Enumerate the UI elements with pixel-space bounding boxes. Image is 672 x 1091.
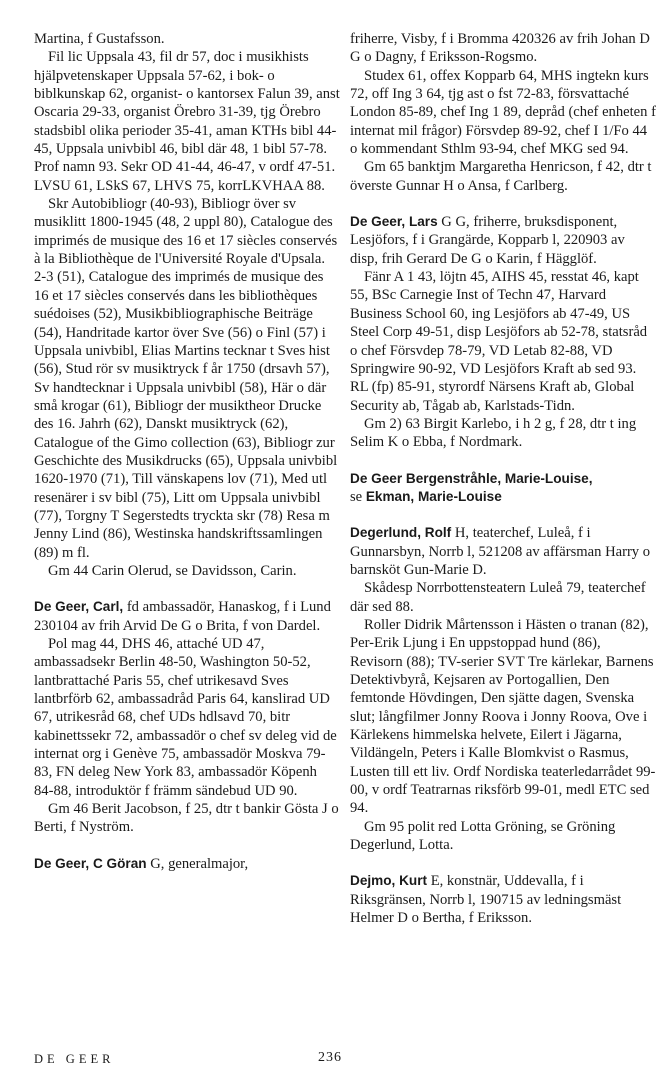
entry-headword: De Geer, C Göran bbox=[34, 855, 147, 871]
entry-intro bbox=[34, 855, 340, 873]
left-column bbox=[34, 30, 340, 873]
entry-marriage-paragraph: Gm 44 Carin Olerud, se Davidsson, Carin. bbox=[48, 562, 297, 579]
entry-career-paragraph: Studex 61, offex Kopparb 64, MHS ingtekn kurs 72, off Ing 3 64, tjg ast o fst 72-83, försvattaché London 85-89, chef Ing 1 89, depråd (chef enheten f internat mil frågor) Försvdep 89-92, chef I 1/Fo 44 o kommendant Sthlm 93-94, chef MKG sed 94. bbox=[350, 67, 656, 158]
entry-headword: De Geer, Lars bbox=[350, 214, 438, 230]
entry-intro-text: G G, friherre, bruksdisponent, Lesjöfors, f i Grangärde, Kopparb l, 220903 av disp, frih Gerard De G o Karin, f Hägglöf. bbox=[350, 214, 625, 267]
running-head: DE GEER bbox=[34, 1052, 115, 1066]
right-column bbox=[350, 30, 656, 927]
entry-roles-paragraph: Roller Didrik Mårtensson i Hästen o tranan (82), Per-Erik Ljung i En uppstoppad hund (86), Revisorn (88); TV-serier SVT Tre kärlekar, Barnens Detektivbyrå, Kejsaren av Portogallien, Den femtonde Hövdingen, Den sjätte dagen, Svenska slut; långfilmer Jonny Roova i Jonny Roova, Ove i Kärlekens himmelska helvete, Eilert i Jägarna, Vildängeln, Peters i Kalle Blomkvist o Rasmus, Lusten till ett liv. Ordf Nordiska teaterledarrådet 99-00, v ordf Teatrarnas riksförb 99-01, medl ETC sed 94. bbox=[350, 616, 656, 817]
entry-career-paragraph: Skådesp Norrbottensteatern Luleå 79, teaterchef där sed 88. bbox=[350, 580, 646, 615]
entry-intro-text: G, generalmajor, bbox=[146, 855, 249, 872]
entry-marriage-paragraph: Gm 2) 63 Birgit Karlebo, i h 2 g, f 28, dtr t ing Selim K o Ebba, f Nordmark. bbox=[350, 415, 637, 451]
entry-intro bbox=[350, 524, 656, 579]
entry-headword: Degerlund, Rolf bbox=[350, 525, 452, 541]
entry-career-paragraph: Fänr A 1 43, löjtn 45, AIHS 45, resstat 46, kapt 55, BSc Carnegie Inst of Techn 47, Harvard Business School 60, ing Lesjöfors ab 47-49, US Steel Corp 49-51, disp Lesjöfors ab 52-78, statsråd o chef Försvdep 78-79, VD Letab 82-88, VD Springwire 90-92, VD Lesjöfors Kraft ab sed 93. RL (fp) 85-91, styrordf Närsens Kraft ab, Global Security ab, Tågab ab, Karlstads-Tidn. bbox=[350, 269, 648, 414]
entry-de-geer-bergenstrahle bbox=[350, 470, 656, 507]
cross-reference-prefix: se bbox=[350, 488, 366, 505]
entry-career-paragraph: Pol mag 44, DHS 46, attaché UD 47, ambassadsekr Berlin 48-50, Washington 50-52, lantbrattaché Paris 55, chef utrikesavd Sves lantbrförb 62, ambassadråd Paris 64, kanslirad UD 67, utrikesråd 68, chef UDs hdlsavd 70, bitr kabinettssekr 72, ambassadör o chef sv deleg vid de internat org i Genève 75, ambassadör Moskva 79-83, FN deleg New York 83, ambassadör Köpenh 84-88, introduktör f främm sändebud UD 90. bbox=[34, 636, 337, 799]
entry-writings-paragraph: Skr Autobibliogr (40-93), Bibliogr över sv musiklitt 1800-1945 (48, 2 uppl 80), Catalogue des imprimés de musique des 16 et 17 siècles conservés à la Bibliothèque de l'Université Royale d'Upsala. 2-3 (51), Catalogue des imprimés de musique des 16 et 17 siècles conservés dans les bibliothèques suédoises (52), Musikbibliographische Beiträge (54), Handritade kartor över Sve (56) o Finl (57) i Uppsala univbibl, Elias Martins tecknar t Sves hist (56), Stud rör sv musiktryck f år 1750 (drsavh 57), Sv handtecknar i Uppsala univbibl (58), Här o där små krogar (61), Bibliogr der musiktheor Drucke des 16. Jahrh (62), Danskt musiktryck (62), Catalogue of the Gimo collection (63), Bibliogr zur Geschichte des Musikdrucks (65), Uppsala univbibl 1620-1970 (71), Till vänskapens lov (71), Med utl resenärer i sv bibl (75), Litt om Uppsala univbibl (77), Torgny T Segerstedts tryckta skr (78) Resa m Jenny Lind (86), Westinska handskriftssamlingen (89) m fl. bbox=[34, 196, 338, 561]
entry-intro bbox=[34, 598, 340, 635]
entry-headword: De Geer, Carl, bbox=[34, 599, 124, 615]
entry-intro-text: E, konstnär, Uddevalla, f i Riksgränsen, Norrb l, 190715 av ledningsmäst Helmer D o Bertha, f Eriksson. bbox=[350, 873, 622, 927]
entry-degerlund-rolf bbox=[350, 524, 656, 854]
entry-headword: De Geer Bergenstråhle, Marie-Louise, bbox=[350, 470, 593, 486]
entry-de-geer-c-goran bbox=[34, 855, 340, 873]
entry-continuation-first-line: Martina, f Gustafsson. bbox=[34, 31, 165, 47]
entry-career-paragraph: Fil lic Uppsala 43, fil dr 57, doc i musikhists hjälpvetenskaper Uppsala 57-62, i bok- o biblkunskap 62, organist- o kantorsex Falun 39, anst Oscaria 29-33, organist Örebro 31-39, tjg Örebro stadsbibl olika perioder 35-41, aman KTHs bibl 44-45, Uppsala univbibl 46, bibl där 48, 1 bibl 57-78. Prof namn 93. Sekr OD 41-44, 46-47, v ordf 47-51. LVSU 61, LSkS 67, LHVS 75, korrLKVHAA 88. bbox=[34, 49, 340, 194]
entry-intro-text: fd ambassadör, Hanaskog, f i Lund 230104 av frih Arvid De G o Brita, f von Dardel. bbox=[34, 599, 331, 634]
entry-de-geer-lars bbox=[350, 213, 656, 451]
cross-reference bbox=[350, 470, 656, 507]
cross-reference-target: Ekman, Marie-Louise bbox=[365, 488, 502, 504]
entry-de-geer-carl bbox=[34, 598, 340, 836]
entry-intro-text: H, teaterchef, Luleå, f i Gunnarsbyn, Norrb l, 521208 av affärsman Harry o barnsköt Gun-Marie D. bbox=[350, 525, 651, 578]
entry-marriage-paragraph: Gm 46 Berit Jacobson, f 25, dtr t bankir Gösta J o Berti, f Nyström. bbox=[34, 801, 339, 836]
page-number: 236 bbox=[318, 1050, 342, 1065]
entry-marriage-paragraph: Gm 65 banktjm Margaretha Henricson, f 42, dtr t överste Gunnar H o Ansa, f Carlberg. bbox=[350, 159, 652, 194]
entry-continuation-first-line: friherre, Visby, f i Bromma 420326 av frih Johan D G o Dagny, f Eriksson-Rogsmo. bbox=[350, 31, 650, 66]
entry-headword: Dejmo, Kurt bbox=[350, 873, 428, 889]
entry-intro bbox=[350, 872, 656, 927]
entry-dejmo-kurt bbox=[350, 872, 656, 927]
entry-intro bbox=[350, 213, 656, 268]
entry-marriage-paragraph: Gm 95 polit red Lotta Gröning, se Gröning Degerlund, Lotta. bbox=[350, 818, 616, 854]
